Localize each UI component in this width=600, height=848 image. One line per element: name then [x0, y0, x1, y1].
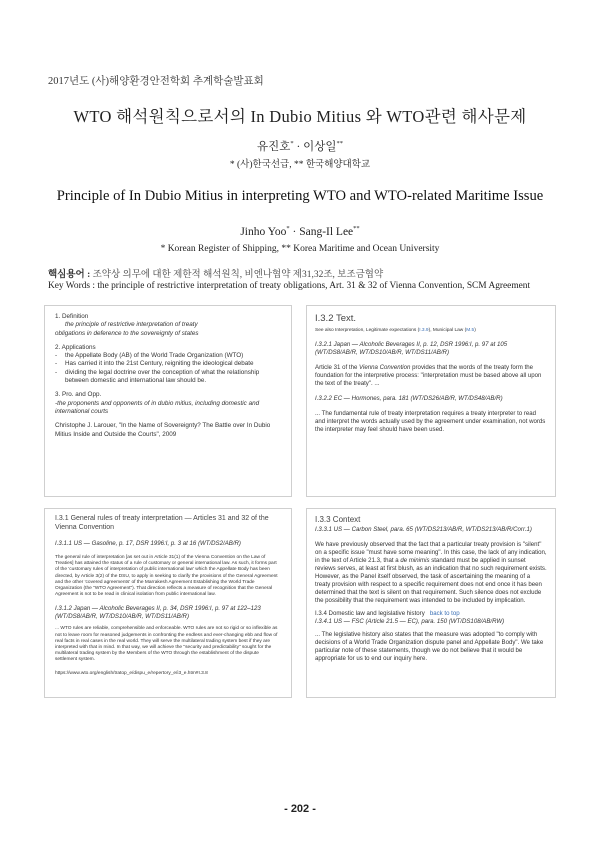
- authors-english: [0, 226, 600, 238]
- source-url[interactable]: https://www.wto.org/english/tratop_e/dispu_e/repertory_e/i3_e.htm#I.3.8: [55, 670, 208, 676]
- slide-title: I.3.3 Context: [315, 515, 361, 524]
- case-paragraph: The general rule of interpretation [as set out in Article 31(1) of the Vienna Convention on the Law of Treaties] has attained the status of a rule of customary or general international law. As such, it forms part of the 'customary rules of interpretation of public international law' which the Appellate Body has been directed, by Article 3(2) of the DSU, to apply in seeking to clarify the provisions of the General Agreement and the other 'covered agreements' of the Marrakesh Agreement Establishing the World Trade Organization (the "WTO Agreement"). That direction reflects a measure of recognition that the General Agreement is not to be read in clinical isolation from public international law.: [55, 555, 278, 598]
- title-english: Principle of In Dubio Mitius in interpreting WTO and WTO-related Maritime Issue: [56, 188, 544, 204]
- section-heading: I.3.4 Domestic law and legislative history back to top: [315, 610, 460, 617]
- author-en-2: Sang-Il Lee: [299, 226, 354, 238]
- author-ko-2: 이상일: [303, 141, 337, 153]
- author-en-mark-1: *: [286, 225, 290, 233]
- case-paragraph: ... The fundamental rule of treaty interpretation requires a treaty interpreter to read and interpret the words actually used by the agreement under examination, not words the interpreter may feel should have been used.: [315, 410, 546, 434]
- definition-line-1: the principle of restrictive interpretation of treaty: [65, 321, 198, 329]
- slide-title: I.3.2 Text.: [315, 313, 357, 324]
- applications-heading: 2. Applications: [55, 343, 96, 351]
- application-item: - the Appellate Body (AB) of the World Trade Organization (WTO): [55, 352, 244, 360]
- author-mark-2: **: [336, 140, 343, 148]
- slide-context: [306, 508, 556, 698]
- author-en-mark-2: **: [353, 225, 360, 233]
- slide-definition: [44, 305, 292, 497]
- case-paragraph: ... WTO rules are reliable, comprehensible and enforceable. WTO rules are not so rigid or so inflexible as not to leave room for reasoned judgements in confronting the endless and ever-changing ebb and flow of real facts in real cases in the real world. They will serve the multilateral trading system best if they are interpreted with that in mind. In that way, we will achieve the "security and predictability" sought for the multilateral trading system by the Members of the WTO through the establishment of the dispute settlement system.: [55, 626, 278, 663]
- case-citation: I.3.1.1 US — Gasoline, p. 17, DSR 1996:I, p. 3 at 16 (WT/DS2/AB/R): [55, 540, 241, 547]
- page-number: - 202 -: [284, 803, 316, 815]
- case-citation: I.3.4.1 US — FSC (Article 21.5 — EC), para. 150 (WT/DS108/AB/RW): [315, 618, 505, 625]
- application-item: - Has carried it into the 21st Century, reigniting the ideological debate: [55, 360, 254, 368]
- author-en-separator: ·: [289, 226, 300, 238]
- affiliation-korean: * (사)한국선급, ** 한국해양대학교: [229, 160, 371, 170]
- see-also: See also Interpretation, Legitimate expectations (I.3.9), Municipal Law (M.5): [315, 328, 476, 333]
- definition-line-2: obligations in deference to the sovereignty of states: [55, 329, 199, 337]
- case-paragraph: Article 31 of the Vienna Convention provides that the words of the treaty form the foundation for the interpretive process: "interpretation must be based above all upon the text of the treaty". ...: [315, 364, 542, 388]
- keywords-korean: [48, 266, 383, 280]
- case-citation: I.3.1.2 Japan — Alcoholic Beverages II, p. 34, DSR 1996:I, p. 97 at 122–123 (WT/DS8/AB/R, WT/DS10/AB/R, WT/DS11/AB/R): [55, 605, 261, 621]
- link-municipal-law[interactable]: M.5: [466, 328, 475, 333]
- pro-opp-heading: 3. Pro. and Opp.: [55, 391, 102, 399]
- keywords-english: Key Words : the principle of restrictive interpretation of treaty obligations, Art. 31 & 32 of Vienna Convention, SCM Agreement: [48, 281, 531, 291]
- application-item: - dividing the legal doctrine over the conception of what the relationship between domestic and international law should be.: [55, 368, 260, 385]
- pro-opp-text: -the proponents and opponents of in dubio mitius, including domestic and international courts: [55, 399, 260, 415]
- case-citation: I.3.2.1 Japan — Alcoholic Beverages II, p. 12, DSR 1996:I, p. 97 at 105 (WT/DS8/AB/R, WT/DS10/AB/R, WT/DS11/AB/R): [315, 341, 508, 357]
- title-korean: WTO 해석원칙으로서의 In Dubio Mitius 와 WTO관련 해사문제: [73, 107, 527, 126]
- author-ko-1: 유진호: [257, 141, 291, 153]
- link-interpretation[interactable]: I.3.9: [419, 328, 429, 333]
- slide-text: [306, 305, 556, 497]
- affiliation-english: * Korean Register of Shipping, ** Korea Maritime and Ocean University: [160, 244, 440, 254]
- author-mark-1: *: [290, 140, 294, 148]
- definition-heading: 1. Definition: [55, 313, 89, 320]
- author-en-1: Jinho Yoo: [240, 226, 287, 238]
- author-separator: ·: [293, 141, 304, 153]
- conference-header: 2017년도 (사)해양환경안전학회 추계학술발표회: [48, 76, 264, 87]
- keywords-korean-label: 핵심용어 :: [48, 270, 91, 280]
- citation: Christophe J. Larouer, "In the Name of Sovereignty? The Battle over In Dubio Mitius Inside and Outside the Courts", 2009: [55, 422, 271, 438]
- case-citation: I.3.2.2 EC — Hormones, para. 181 (WT/DS26/AB/R, WT/DS48/AB/R): [315, 395, 503, 403]
- case-paragraph: ... The legislative history also states that the measure was adopted "to comply with decisions of a World Trade Organization dispute panel and Appellate Body". We take particular note of these statements, though we do not believe that it would be appropriate for us to end our inquiry here.: [315, 631, 544, 662]
- authors-korean: [0, 138, 600, 154]
- keywords-korean-text: 조약상 의무에 대한 제한적 해석원칙, 비엔나협약 제31,32조, 보조금협약: [90, 270, 384, 280]
- case-paragraph: We have previously observed that the fact that a particular treaty provision is "silent" on a specific issue "must have some meaning". In this case, the lack of any indication, in the text of Article 21.3, that a de minimis standard must be applied in sunset reviews serves, at least at first blush, as an indication that no such requirement exists. However, as the Panel itself observed, the task of ascertaining the meaning of a treaty provision with respect to a specific requirement does not end once it has been determined that the text is silent on that requirement. Such silence does not exclude the possibility that the requirement was intended to be included by implication.: [315, 541, 547, 604]
- case-citation: I.3.3.1 US — Carbon Steel, para. 65 (WT/DS213/AB/R, WT/DS213/AB/R/Corr.1): [315, 526, 532, 533]
- back-to-top-link[interactable]: back to top: [429, 610, 460, 617]
- slide-general-rules: [44, 508, 292, 698]
- slide-title: I.3.1 General rules of treaty interpretation — Articles 31 and 32 of the Vienna Convention: [55, 515, 269, 531]
